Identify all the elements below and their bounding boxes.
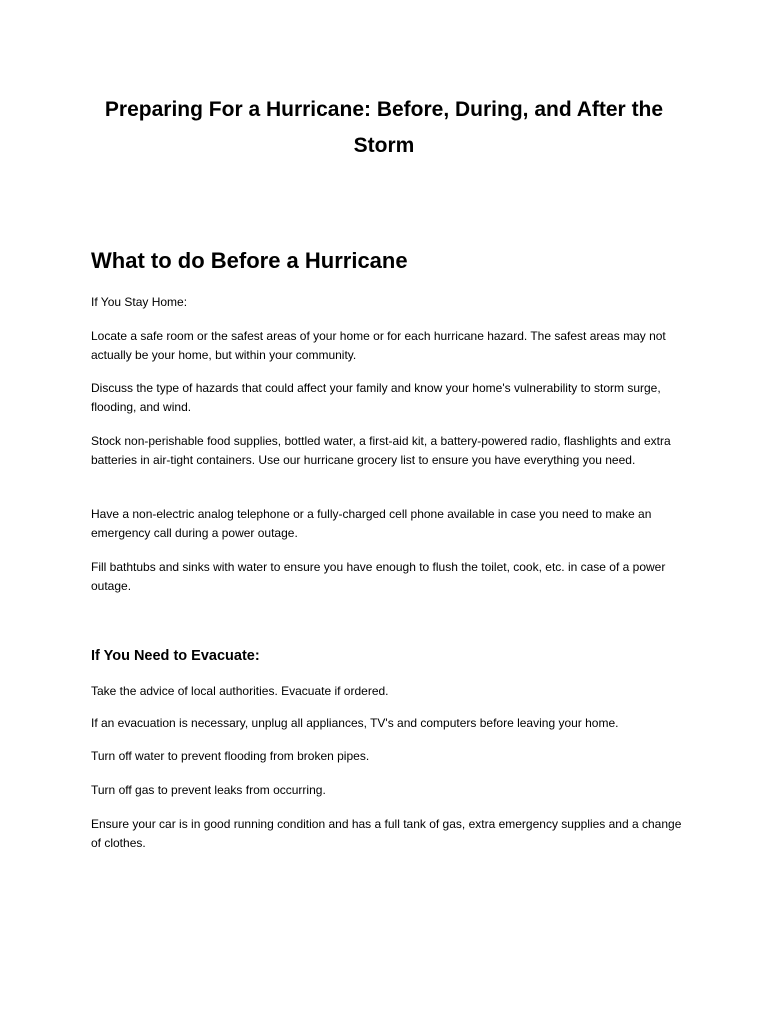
before-paragraph-safe-room: Locate a safe room or the safest areas of your home or for each hurricane hazard. The safest areas may not actually be your home, but within your community. [91,329,666,362]
evacuate-paragraph-car: Ensure your car is in good running condition and has a full tank of gas, extra emergency supplies and a change of clothes. [91,817,682,850]
evacuate-paragraph-unplug: If an evacuation is necessary, unplug all appliances, TV's and computers before leaving your home. [91,716,619,730]
evacuate-paragraph-authorities: Take the advice of local authorities. Evacuate if ordered. [91,684,389,698]
before-paragraph-hazards: Discuss the type of hazards that could affect your family and know your home's vulnerability to storm surge, flooding, and wind. [91,381,661,414]
before-paragraph-telephone: Have a non-electric analog telephone or a fully-charged cell phone available in case you need to make an emergency call during a power outage. [91,507,652,540]
evacuate-paragraph-gas-off: Turn off gas to prevent leaks from occurring. [91,783,326,797]
stay-home-label: If You Stay Home: [91,295,188,309]
evacuate-paragraph-water-off: Turn off water to prevent flooding from broken pipes. [91,749,370,763]
document-title: Preparing For a Hurricane: Before, During, and After the Storm [104,98,664,157]
before-paragraph-supplies: Stock non-perishable food supplies, bottled water, a first-aid kit, a battery-powered radio, flashlights and extra batteries in air-tight containers. Use our hurricane grocery list to ensure you have everything you need. [91,434,671,467]
before-paragraph-water: Fill bathtubs and sinks with water to ensure you have enough to flush the toilet, cook, etc. in case of a power outage. [91,560,666,593]
section-heading-before: What to do Before a Hurricane [91,248,408,273]
section-heading-evacuate: If You Need to Evacuate: [91,648,260,664]
